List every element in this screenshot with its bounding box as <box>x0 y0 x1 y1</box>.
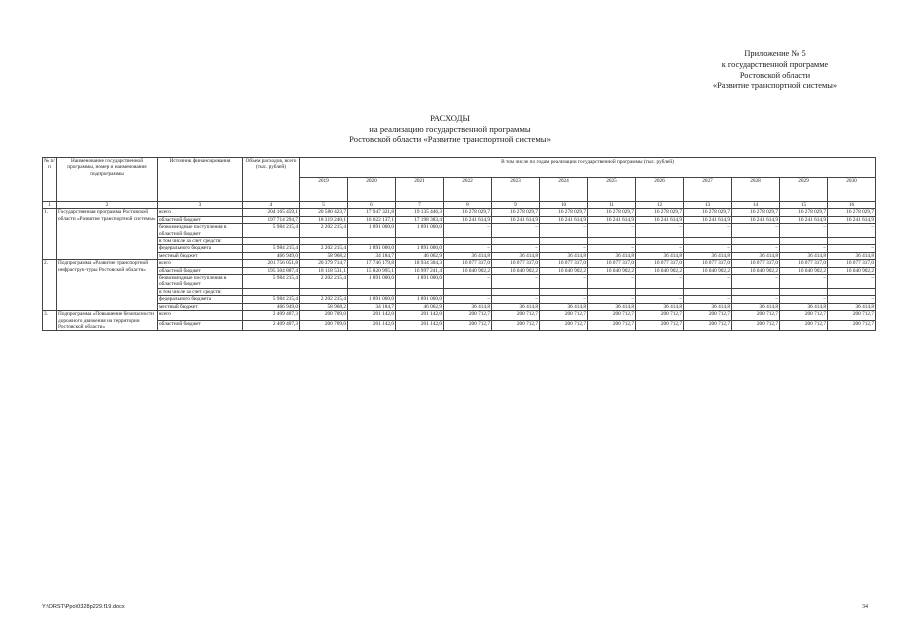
year-amount: 16 278 029,7 <box>588 209 636 216</box>
table-row <box>43 260 876 267</box>
funding-source: областной бюджет <box>158 216 243 223</box>
year-amount: – <box>684 275 732 289</box>
year-amount <box>396 288 444 295</box>
year-amount <box>300 238 348 245</box>
header-year: 2021 <box>396 178 444 202</box>
year-amount <box>780 288 828 295</box>
year-amount: 200 712,7 <box>588 311 636 321</box>
year-amount: 16 040 902,2 <box>588 267 636 274</box>
total-amount: 5 984 215,4 <box>243 224 300 238</box>
year-amount: 1 891 000,0 <box>348 245 396 252</box>
year-amount: – <box>540 224 588 238</box>
year-amount: 36 414,8 <box>828 252 876 259</box>
year-amount: 16 278 029,7 <box>780 209 828 216</box>
year-amount <box>300 288 348 295</box>
year-amount: – <box>732 275 780 289</box>
year-amount: 36 414,8 <box>444 303 492 310</box>
year-amount: – <box>540 275 588 289</box>
year-amount: 16 040 902,2 <box>492 267 540 274</box>
file-path: Y:\ORST\Ppo\0328p229.f19.docx <box>42 604 125 610</box>
year-amount: 2 202 215,4 <box>300 224 348 238</box>
column-number: 4 <box>243 202 300 209</box>
year-amount <box>636 238 684 245</box>
year-amount: – <box>540 245 588 252</box>
funding-source: всего <box>158 260 243 267</box>
year-amount: – <box>828 224 876 238</box>
year-amount: 16 278 029,7 <box>444 209 492 216</box>
year-amount <box>348 288 396 295</box>
appendix-line: Приложение № 5 <box>744 49 806 58</box>
funding-source: всего <box>158 311 243 321</box>
year-amount: 16 241 614,9 <box>828 216 876 223</box>
year-amount: 200 712,7 <box>780 311 828 321</box>
year-amount: 201 142,0 <box>396 311 444 321</box>
year-amount: – <box>828 245 876 252</box>
year-amount: 1 891 000,0 <box>348 275 396 289</box>
total-amount: 5 984 215,4 <box>243 296 300 303</box>
funding-source: федерального бюджета <box>158 296 243 303</box>
year-amount: 16 278 029,7 <box>540 209 588 216</box>
header-num: № п/п <box>43 158 57 202</box>
year-amount: 16 077 317,0 <box>540 260 588 267</box>
year-amount: – <box>780 224 828 238</box>
document-title <box>170 113 730 145</box>
year-amount: 20 379 714,7 <box>300 260 348 267</box>
column-number: 1 <box>43 202 57 209</box>
year-amount: – <box>684 224 732 238</box>
year-amount: 200 709,0 <box>300 311 348 321</box>
year-amount: 46 062,9 <box>396 303 444 310</box>
table-row <box>43 224 876 238</box>
year-amount: – <box>540 296 588 303</box>
year-amount: 20 580 423,7 <box>300 209 348 216</box>
year-amount: 200 712,7 <box>588 321 636 331</box>
column-number: 11 <box>588 202 636 209</box>
header-year: 2022 <box>444 178 492 202</box>
year-amount: 17 746 179,8 <box>348 260 396 267</box>
year-amount: 200 712,7 <box>828 321 876 331</box>
header-years-group: В том числе по годам реализации государственной программы (тыс. рублей) <box>300 158 876 178</box>
year-amount: 2 202 215,4 <box>300 296 348 303</box>
program-number: 1. <box>43 209 57 260</box>
funding-source: местный бюджет <box>158 303 243 310</box>
year-amount: 16 278 029,7 <box>732 209 780 216</box>
year-amount: 36 414,8 <box>684 252 732 259</box>
column-number: 9 <box>492 202 540 209</box>
year-amount <box>780 238 828 245</box>
year-amount: 16 241 614,9 <box>444 216 492 223</box>
year-amount: 16 241 614,9 <box>540 216 588 223</box>
year-amount: 200 712,7 <box>684 311 732 321</box>
year-amount: 200 712,7 <box>636 321 684 331</box>
year-amount: 1 891 000,0 <box>396 275 444 289</box>
total-amount: 2 409 407,3 <box>243 311 300 321</box>
year-amount: 16 241 614,9 <box>780 216 828 223</box>
appendix-line: Ростовской области <box>739 70 811 80</box>
year-amount: – <box>732 245 780 252</box>
column-number: 7 <box>396 202 444 209</box>
year-amount: 36 414,8 <box>828 303 876 310</box>
header-year: 2029 <box>780 178 828 202</box>
year-amount: 36 414,8 <box>588 303 636 310</box>
year-amount: 36 414,8 <box>732 303 780 310</box>
year-amount: – <box>684 296 732 303</box>
year-amount: 200 712,7 <box>636 311 684 321</box>
year-amount <box>828 238 876 245</box>
funding-source: в том числе за счет средств: <box>158 238 243 245</box>
year-amount: 46 062,9 <box>396 252 444 259</box>
total-amount: 195 304 887,4 <box>243 267 300 274</box>
year-amount: – <box>588 224 636 238</box>
year-amount <box>684 238 732 245</box>
title-line: РАСХОДЫ <box>430 113 470 123</box>
year-amount: 200 712,7 <box>492 311 540 321</box>
year-amount <box>828 288 876 295</box>
total-amount: 197 714 294,7 <box>243 216 300 223</box>
year-amount: 58 968,2 <box>300 303 348 310</box>
year-amount: 16 278 029,7 <box>636 209 684 216</box>
appendix-line: «Развитие транспортной системы» <box>712 81 838 91</box>
year-amount: 16 241 614,9 <box>588 216 636 223</box>
year-amount: 16 077 317,0 <box>828 260 876 267</box>
table-row <box>43 216 876 223</box>
year-amount: 201 142,0 <box>348 311 396 321</box>
year-amount: 200 712,7 <box>780 321 828 331</box>
year-amount: – <box>684 245 732 252</box>
year-amount <box>732 238 780 245</box>
year-amount: 16 241 614,9 <box>732 216 780 223</box>
year-amount <box>396 238 444 245</box>
appendix-header <box>640 49 905 92</box>
year-amount: 16 241 614,9 <box>636 216 684 223</box>
header-year: 2030 <box>828 178 876 202</box>
column-number: 13 <box>684 202 732 209</box>
table-row <box>43 321 876 331</box>
year-amount <box>348 238 396 245</box>
program-name: Подпрограмма «Развитие транспортной инфраструк-туры Ростовской области» <box>57 260 158 311</box>
table-row <box>43 209 876 216</box>
header-total: Объем расходов, всего (тыс. рублей) <box>243 158 300 202</box>
year-amount: 16 077 317,0 <box>636 260 684 267</box>
year-amount: 16 241 614,9 <box>492 216 540 223</box>
year-amount: 34 184,7 <box>348 303 396 310</box>
year-amount: – <box>780 296 828 303</box>
funding-source: в том числе за счет средств: <box>158 288 243 295</box>
header-year: 2024 <box>540 178 588 202</box>
year-amount: 200 712,7 <box>492 321 540 331</box>
column-number: 14 <box>732 202 780 209</box>
year-amount: 16 278 029,7 <box>492 209 540 216</box>
program-number: 2. <box>43 260 57 311</box>
year-amount: 16 040 902,2 <box>636 267 684 274</box>
total-amount <box>243 288 300 295</box>
year-amount: 16 077 317,0 <box>732 260 780 267</box>
year-amount: – <box>588 245 636 252</box>
year-amount: – <box>780 275 828 289</box>
header-year: 2019 <box>300 178 348 202</box>
year-amount: – <box>828 275 876 289</box>
year-amount: 201 142,0 <box>396 321 444 331</box>
year-amount: 200 709,0 <box>300 321 348 331</box>
year-amount <box>636 288 684 295</box>
year-amount: 16 241 614,9 <box>684 216 732 223</box>
year-amount: – <box>444 224 492 238</box>
table-row <box>43 252 876 259</box>
year-amount: 16 040 902,2 <box>684 267 732 274</box>
year-amount: 17 198 383,4 <box>396 216 444 223</box>
year-amount: 1 891 000,0 <box>396 296 444 303</box>
year-amount <box>540 288 588 295</box>
year-amount: 200 712,7 <box>684 321 732 331</box>
year-amount: 16 278 029,7 <box>684 209 732 216</box>
year-amount: – <box>636 275 684 289</box>
year-amount: – <box>588 275 636 289</box>
year-amount: – <box>492 224 540 238</box>
table-row <box>43 296 876 303</box>
funding-source: безвозмездные поступления в областной бюджет <box>158 224 243 238</box>
year-amount: 36 414,8 <box>444 252 492 259</box>
year-amount: 200 712,7 <box>540 321 588 331</box>
year-amount: 16 077 317,0 <box>444 260 492 267</box>
funding-source: федерального бюджета <box>158 245 243 252</box>
year-amount: 36 414,8 <box>492 303 540 310</box>
year-amount <box>732 288 780 295</box>
column-number: 2 <box>57 202 158 209</box>
table-row <box>43 275 876 289</box>
year-amount: – <box>588 296 636 303</box>
year-amount: – <box>732 296 780 303</box>
year-amount <box>684 288 732 295</box>
year-amount: 16 040 902,2 <box>444 267 492 274</box>
year-amount: 1 891 000,0 <box>396 224 444 238</box>
column-number: 12 <box>636 202 684 209</box>
year-amount: – <box>780 245 828 252</box>
year-amount: – <box>444 296 492 303</box>
header-year: 2028 <box>732 178 780 202</box>
total-amount: 201 756 051,8 <box>243 260 300 267</box>
year-amount: 34 184,7 <box>348 252 396 259</box>
year-amount: 19 135 446,3 <box>396 209 444 216</box>
year-amount: 200 712,7 <box>828 311 876 321</box>
year-amount: 17 947 321,8 <box>348 209 396 216</box>
year-amount: – <box>636 296 684 303</box>
year-amount: – <box>492 245 540 252</box>
year-amount: 1 891 000,0 <box>396 245 444 252</box>
funding-source: местный бюджет <box>158 252 243 259</box>
page-number: 34 <box>862 604 868 610</box>
year-amount: 1 891 000,0 <box>348 296 396 303</box>
year-amount: 2 202 215,4 <box>300 245 348 252</box>
year-amount: 36 414,8 <box>636 252 684 259</box>
year-amount <box>588 238 636 245</box>
header-year: 2020 <box>348 178 396 202</box>
column-number: 8 <box>444 202 492 209</box>
column-number: 5 <box>300 202 348 209</box>
year-amount: 36 414,8 <box>780 303 828 310</box>
year-amount: 200 712,7 <box>732 321 780 331</box>
year-amount: 200 712,7 <box>444 311 492 321</box>
year-amount <box>492 238 540 245</box>
title-line: Ростовской области «Развитие транспортной системы» <box>349 134 551 145</box>
expenses-table <box>42 157 876 331</box>
year-amount: 36 414,8 <box>732 252 780 259</box>
year-amount <box>444 238 492 245</box>
year-amount: 36 414,8 <box>540 252 588 259</box>
total-amount: 5 984 215,4 <box>243 275 300 289</box>
year-amount: – <box>492 296 540 303</box>
year-amount: 16 040 902,2 <box>780 267 828 274</box>
year-amount: 2 202 215,4 <box>300 275 348 289</box>
year-amount: 36 414,8 <box>684 303 732 310</box>
table-row <box>43 303 876 310</box>
year-amount: 18 118 531,1 <box>300 267 348 274</box>
year-amount: 16 997 241,4 <box>396 267 444 274</box>
total-amount: 466 949,0 <box>243 303 300 310</box>
year-amount: 36 414,8 <box>636 303 684 310</box>
year-amount: 15 820 995,1 <box>348 267 396 274</box>
total-amount <box>243 238 300 245</box>
table-row <box>43 311 876 321</box>
total-amount: 466 949,0 <box>243 252 300 259</box>
year-amount: 36 414,8 <box>492 252 540 259</box>
appendix-line: к государственной программе <box>721 59 829 69</box>
header-year: 2026 <box>636 178 684 202</box>
year-amount: 16 040 902,2 <box>732 267 780 274</box>
table-row <box>43 238 876 245</box>
year-amount: 16 077 317,0 <box>684 260 732 267</box>
year-amount: – <box>444 245 492 252</box>
program-number: 3. <box>43 311 57 331</box>
year-amount: 1 891 000,0 <box>348 224 396 238</box>
year-amount: – <box>492 275 540 289</box>
column-number: 16 <box>828 202 876 209</box>
program-name: Государственная программа Ростовской области «Развитие транспортной системы» <box>57 209 158 260</box>
table-row <box>43 288 876 295</box>
year-amount: 16 040 902,2 <box>540 267 588 274</box>
year-amount: 200 712,7 <box>444 321 492 331</box>
year-amount: – <box>444 275 492 289</box>
total-amount: 2 409 407,3 <box>243 321 300 331</box>
year-amount: 18 934 304,3 <box>396 260 444 267</box>
header-year: 2025 <box>588 178 636 202</box>
column-number: 10 <box>540 202 588 209</box>
funding-source: областной бюджет <box>158 321 243 331</box>
funding-source: безвозмездные поступления в областной бюджет <box>158 275 243 289</box>
year-amount <box>444 288 492 295</box>
year-amount: – <box>636 245 684 252</box>
year-amount <box>588 288 636 295</box>
year-amount: 16 077 317,0 <box>588 260 636 267</box>
year-amount: 16 077 317,0 <box>492 260 540 267</box>
year-amount: 200 712,7 <box>732 311 780 321</box>
year-amount <box>540 238 588 245</box>
year-amount: 36 414,8 <box>780 252 828 259</box>
title-line: на реализацию государственной программы <box>369 123 531 134</box>
year-amount: – <box>732 224 780 238</box>
year-amount: 18 319 240,1 <box>300 216 348 223</box>
total-amount: 204 165 459,1 <box>243 209 300 216</box>
column-number: 15 <box>780 202 828 209</box>
year-amount: 36 414,8 <box>588 252 636 259</box>
header-year: 2023 <box>492 178 540 202</box>
program-name: Подпрограмма «Повышение безопасности дорожного движения на территории Ростовской области» <box>57 311 158 331</box>
year-amount: 36 414,8 <box>540 303 588 310</box>
year-amount: 200 712,7 <box>540 311 588 321</box>
funding-source: всего <box>158 209 243 216</box>
year-amount: 16 040 902,2 <box>828 267 876 274</box>
year-amount: – <box>636 224 684 238</box>
year-amount: 16 278 029,7 <box>828 209 876 216</box>
table-row <box>43 245 876 252</box>
year-amount: 58 968,2 <box>300 252 348 259</box>
year-amount: 201 142,0 <box>348 321 396 331</box>
funding-source: областной бюджет <box>158 267 243 274</box>
year-amount: 16 022 137,1 <box>348 216 396 223</box>
header-source: Источник финансирования <box>158 158 243 202</box>
year-amount <box>492 288 540 295</box>
header-year: 2027 <box>684 178 732 202</box>
table-row <box>43 267 876 274</box>
total-amount: 5 984 215,4 <box>243 245 300 252</box>
year-amount: – <box>828 296 876 303</box>
column-number: 3 <box>158 202 243 209</box>
column-number: 6 <box>348 202 396 209</box>
header-name: Наименование государственной программы, номер и наименование подпрограммы <box>57 158 158 202</box>
year-amount: 16 077 317,0 <box>780 260 828 267</box>
